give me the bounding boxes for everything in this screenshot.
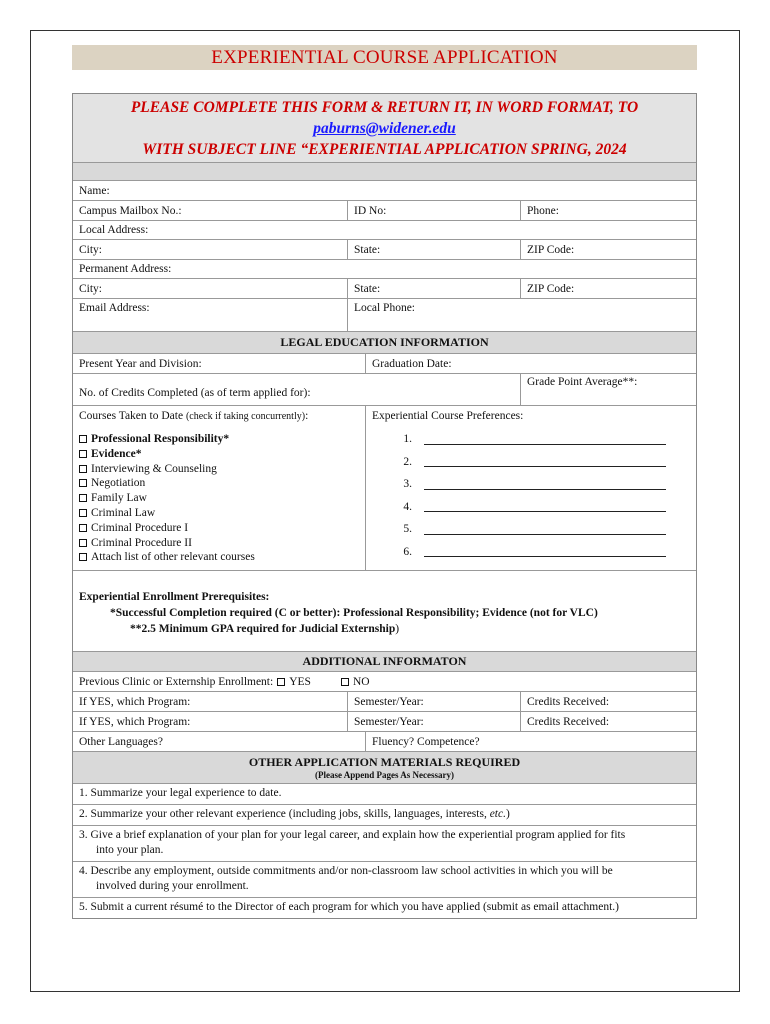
- checkbox-icon: [79, 465, 87, 473]
- question-1: 1. Summarize your legal experience to date.: [73, 784, 696, 805]
- prerequisite-completion: *Successful Completion required (C or better): Professional Responsibility; Evidence (not for VLC): [110, 607, 598, 619]
- course-family-law[interactable]: Family Law: [79, 491, 359, 506]
- question-2: 2. Summarize your other relevant experience (including jobs, skills, languages, interests, etc.): [73, 805, 696, 826]
- previous-enrollment-row: [73, 672, 696, 692]
- question-5: 5. Submit a current résumé to the Director of each program for which you have applied (submit as email attachment.): [79, 901, 620, 913]
- other-languages-field[interactable]: Other Languages?: [79, 735, 163, 748]
- present-year-field[interactable]: Present Year and Division:: [79, 357, 202, 370]
- checkbox-icon: [79, 494, 87, 502]
- email-address-field[interactable]: Email Address:: [79, 302, 150, 314]
- semester-field-2[interactable]: Semester/Year:: [347, 712, 520, 731]
- course-other-attach[interactable]: Attach list of other relevant courses: [79, 550, 359, 565]
- course-interviewing[interactable]: Interviewing & Counseling: [79, 462, 359, 477]
- phone-field[interactable]: Phone:: [520, 201, 696, 220]
- materials-header: OTHER APPLICATION MATERIALS REQUIRED (Please Append Pages As Necessary): [73, 752, 696, 784]
- permanent-zip-field[interactable]: ZIP Code:: [520, 279, 696, 298]
- email-link[interactable]: paburns@widener.edu: [313, 120, 456, 137]
- local-address-field[interactable]: Local Address:: [79, 224, 149, 236]
- permanent-city-row: [73, 279, 696, 299]
- courses-row: [73, 406, 696, 571]
- question-3: 3. Give a brief explanation of your plan for your legal career, and explain how the experiential program applied for fits into your plan.: [73, 826, 696, 862]
- name-field[interactable]: Name:: [79, 184, 110, 197]
- permanent-address-row: [73, 260, 696, 279]
- spacer-row: [73, 163, 696, 181]
- prerequisites-title: Experiential Enrollment Prerequisites:: [79, 591, 270, 603]
- submission-notice: [73, 94, 696, 163]
- program-row-2: [73, 712, 696, 732]
- local-state-field[interactable]: State:: [347, 240, 520, 259]
- semester-field-1[interactable]: Semester/Year:: [347, 692, 520, 711]
- preference-2[interactable]: 2.: [372, 451, 690, 474]
- course-evidence[interactable]: Evidence*: [79, 447, 359, 462]
- local-address-row: [73, 221, 696, 240]
- local-city-row: [73, 240, 696, 260]
- id-number-field[interactable]: ID No:: [347, 201, 520, 220]
- prerequisites-section: [73, 571, 696, 652]
- previous-enrollment-field: Previous Clinic or Externship Enrollment: YES NO: [79, 675, 370, 688]
- course-criminal-procedure-2[interactable]: Criminal Procedure II: [79, 536, 359, 551]
- materials-subheader: (Please Append Pages As Necessary): [315, 769, 454, 780]
- course-professional-responsibility[interactable]: Professional Responsibility*: [79, 432, 359, 447]
- credits-completed-field[interactable]: No. of Credits Completed (as of term applied for):: [79, 386, 311, 399]
- preferences-label: Experiential Course Preferences:: [372, 410, 524, 422]
- permanent-address-field[interactable]: Permanent Address:: [79, 263, 172, 275]
- application-form: [72, 93, 697, 919]
- checkbox-icon: [277, 678, 285, 686]
- local-zip-field[interactable]: ZIP Code:: [520, 240, 696, 259]
- additional-information-header: ADDITIONAL INFORMATON: [73, 652, 696, 672]
- legal-education-header: LEGAL EDUCATION INFORMATION: [73, 332, 696, 354]
- credits-received-field-2[interactable]: Credits Received:: [520, 712, 696, 731]
- no-option[interactable]: NO: [341, 676, 370, 688]
- course-criminal-procedure-1[interactable]: Criminal Procedure I: [79, 521, 359, 536]
- form-title: EXPERIENTIAL COURSE APPLICATION: [72, 45, 697, 70]
- checkbox-icon: [79, 509, 87, 517]
- fluency-field[interactable]: Fluency? Competence?: [365, 732, 696, 751]
- checkbox-icon: [79, 553, 87, 561]
- course-criminal-law[interactable]: Criminal Law: [79, 506, 359, 521]
- prerequisite-gpa: **2.5 Minimum GPA required for Judicial Externship): [130, 623, 400, 635]
- checkbox-icon: [341, 678, 349, 686]
- graduation-date-field[interactable]: Graduation Date:: [365, 354, 696, 373]
- courses-taken-section: [73, 406, 365, 570]
- name-row: [73, 181, 696, 201]
- program-field-2[interactable]: If YES, which Program:: [79, 715, 191, 728]
- year-row: [73, 354, 696, 374]
- credits-row: [73, 374, 696, 406]
- course-negotiation[interactable]: Negotiation: [79, 476, 359, 491]
- notice-line-3: WITH SUBJECT LINE “EXPERIENTIAL APPLICATION SPRING, 2024: [142, 141, 627, 158]
- preference-4[interactable]: 4.: [372, 496, 690, 519]
- email-row: [73, 299, 696, 332]
- notice-line-1: PLEASE COMPLETE THIS FORM & RETURN IT, IN WORD FORMAT, TO: [130, 99, 639, 116]
- checkbox-icon: [79, 435, 87, 443]
- checkbox-icon: [79, 524, 87, 532]
- yes-option[interactable]: YES: [277, 676, 311, 688]
- credits-received-field-1[interactable]: Credits Received:: [520, 692, 696, 711]
- preference-1[interactable]: 1.: [372, 428, 690, 451]
- languages-row: [73, 732, 696, 752]
- preferences-section: [365, 406, 696, 570]
- checkbox-icon: [79, 539, 87, 547]
- local-phone-field[interactable]: Local Phone:: [347, 299, 696, 331]
- permanent-city-field[interactable]: City:: [79, 282, 103, 295]
- preference-3[interactable]: 3.: [372, 473, 690, 496]
- campus-mailbox-field[interactable]: Campus Mailbox No.:: [79, 204, 182, 217]
- local-city-field[interactable]: City:: [79, 243, 103, 256]
- preference-5[interactable]: 5.: [372, 518, 690, 541]
- question-4: 4. Describe any employment, outside commitments and/or non-classroom law school activities in which you will be involved during your enrollment.: [73, 862, 696, 898]
- gpa-field[interactable]: Grade Point Average**:: [520, 374, 696, 405]
- checkbox-icon: [79, 479, 87, 487]
- program-field-1[interactable]: If YES, which Program:: [79, 695, 191, 708]
- program-row-1: [73, 692, 696, 712]
- checkbox-icon: [79, 450, 87, 458]
- courses-taken-label: Courses Taken to Date (check if taking concurrently):: [79, 410, 309, 422]
- preference-6[interactable]: 6.: [372, 541, 690, 564]
- permanent-state-field[interactable]: State:: [347, 279, 520, 298]
- mailbox-row: [73, 201, 696, 221]
